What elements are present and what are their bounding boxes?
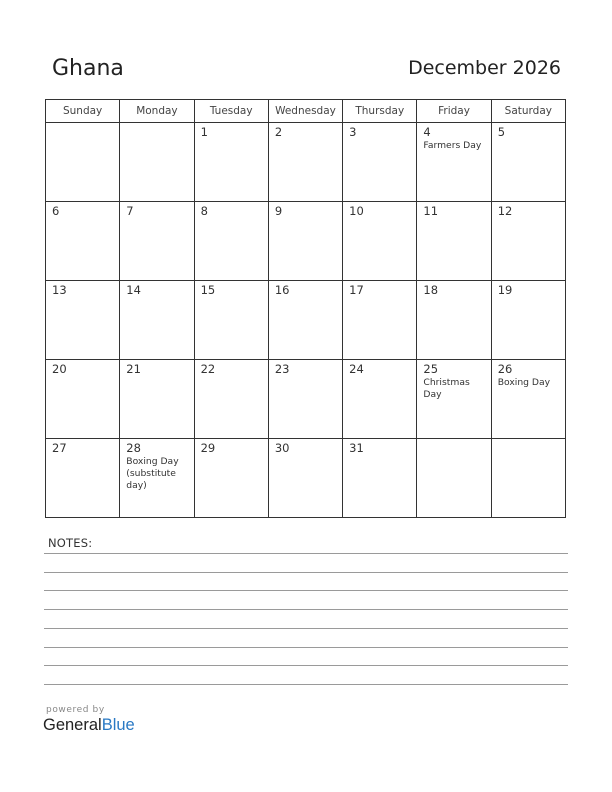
day-number: 26	[497, 362, 513, 376]
day-number: 14	[126, 283, 141, 297]
week-row	[46, 281, 566, 360]
day-number: 3	[349, 125, 357, 139]
weekday-wednesday: Wednesday	[268, 100, 342, 123]
day-number: 20	[52, 362, 67, 376]
day-cell	[46, 360, 120, 439]
day-cell	[268, 360, 342, 439]
day-cell	[46, 123, 120, 202]
day-cell	[194, 123, 268, 202]
day-number: 18	[423, 283, 439, 297]
note-line	[44, 684, 568, 685]
day-cell	[120, 360, 194, 439]
day-number: 17	[349, 283, 364, 297]
day-cell	[268, 281, 342, 360]
weekday-tuesday: Tuesday	[194, 100, 268, 123]
month-year-title: December 2026	[408, 57, 561, 79]
day-number: 15	[200, 283, 216, 297]
day-cell	[343, 360, 417, 439]
weekday-sunday: Sunday	[46, 100, 120, 123]
week-row	[46, 439, 566, 518]
day-cell	[417, 439, 491, 518]
day-cell	[120, 439, 194, 518]
day-cell	[194, 202, 268, 281]
day-number: 22	[200, 362, 216, 376]
day-number: 11	[423, 204, 439, 218]
day-cell	[417, 281, 491, 360]
day-cell	[417, 360, 491, 439]
day-number: 19	[497, 283, 513, 297]
day-cell	[491, 360, 565, 439]
day-number: 27	[52, 441, 67, 455]
holiday-label: Boxing Day (substitute day)	[126, 456, 179, 491]
day-number: 1	[200, 125, 208, 139]
powered-by-text: powered by	[46, 705, 105, 715]
day-number: 23	[274, 362, 290, 376]
note-line	[44, 609, 568, 610]
day-cell	[343, 202, 417, 281]
day-cell	[120, 281, 194, 360]
note-line	[44, 572, 568, 573]
holiday-label: Farmers Day	[423, 140, 482, 151]
day-cell	[491, 202, 565, 281]
country-title: Ghana	[52, 56, 124, 81]
day-cell	[194, 360, 268, 439]
day-cell	[120, 202, 194, 281]
day-cell	[268, 123, 342, 202]
note-line	[44, 665, 568, 666]
day-number: 5	[497, 125, 506, 139]
day-number: 9	[274, 204, 283, 218]
day-number: 21	[126, 362, 141, 376]
day-cell	[194, 439, 268, 518]
week-row	[46, 360, 566, 439]
day-number: 7	[126, 204, 134, 218]
note-line	[44, 553, 568, 554]
holiday-label: Christmas Day	[423, 377, 470, 400]
day-cell	[46, 202, 120, 281]
week-row	[46, 123, 566, 202]
day-cell	[46, 439, 120, 518]
day-cell	[491, 281, 565, 360]
day-cell	[343, 123, 417, 202]
day-cell	[417, 202, 491, 281]
day-cell	[46, 281, 120, 360]
generalblue-logo[interactable]	[43, 716, 135, 735]
holiday-label: Boxing Day	[497, 377, 551, 388]
notes-label: NOTES:	[48, 536, 93, 550]
note-line	[44, 590, 568, 591]
day-number: 8	[200, 204, 208, 218]
day-cell	[194, 281, 268, 360]
day-cell	[491, 123, 565, 202]
day-number: 16	[274, 283, 290, 297]
day-number: 12	[497, 204, 513, 218]
weekday-header-row	[46, 100, 566, 123]
day-number: 10	[349, 204, 364, 218]
day-number: 25	[423, 362, 439, 376]
note-line	[44, 628, 568, 629]
brand-general-text: General	[43, 716, 102, 734]
day-number: 28	[126, 441, 141, 455]
note-line	[44, 647, 568, 648]
day-number: 4	[423, 125, 431, 139]
day-cell	[268, 439, 342, 518]
calendar-grid	[45, 99, 566, 518]
day-number: 13	[52, 283, 67, 297]
day-number: 31	[349, 441, 364, 455]
day-cell	[343, 281, 417, 360]
day-cell	[491, 439, 565, 518]
day-number: 2	[274, 125, 283, 139]
day-cell	[417, 123, 491, 202]
brand-blue-text: Blue	[101, 716, 135, 734]
week-row	[46, 202, 566, 281]
weekday-saturday: Saturday	[491, 100, 565, 123]
day-number: 24	[349, 362, 364, 376]
day-number: 30	[274, 441, 290, 455]
day-cell	[120, 123, 194, 202]
day-cell	[268, 202, 342, 281]
day-cell	[343, 439, 417, 518]
weekday-thursday: Thursday	[343, 100, 417, 123]
day-number: 6	[52, 204, 60, 218]
weekday-friday: Friday	[417, 100, 491, 123]
weekday-monday: Monday	[120, 100, 194, 123]
day-number: 29	[200, 441, 216, 455]
